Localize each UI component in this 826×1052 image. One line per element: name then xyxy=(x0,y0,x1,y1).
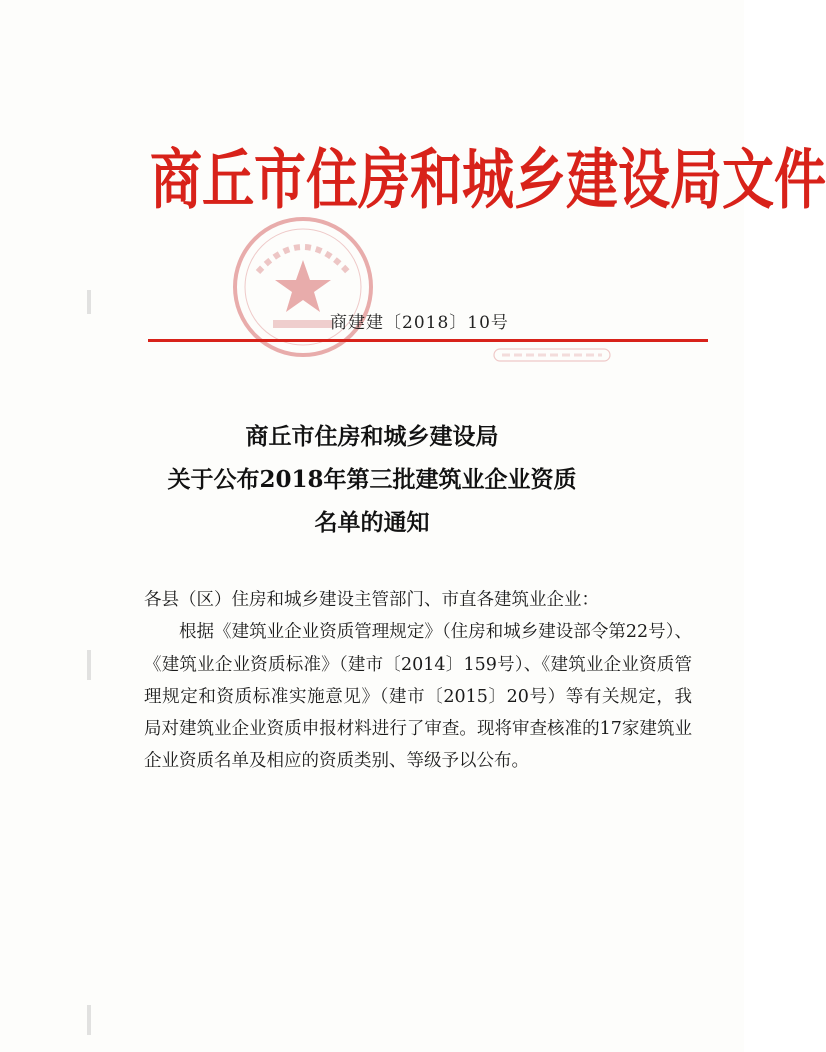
salutation: 各县（区）住房和城乡建设主管部门、市直各建筑业企业： xyxy=(144,590,599,610)
agency-header-title: 商丘市住房和城乡建设局文件 xyxy=(150,143,826,218)
title-line-2: 关于公布2018年第三批建筑业企业资质 xyxy=(167,466,577,493)
title-line-3: 名单的通知 xyxy=(314,509,430,536)
red-divider-line xyxy=(148,339,708,342)
scan-artifact xyxy=(87,1005,91,1035)
title-line-1: 商丘市住房和城乡建设局 xyxy=(245,423,499,450)
notice-body xyxy=(144,584,692,778)
faint-stamp-mark-icon xyxy=(492,346,612,364)
document-number: 商建建〔2018〕10号 xyxy=(330,313,509,333)
notice-title xyxy=(100,415,644,544)
scan-artifact xyxy=(87,290,91,314)
body-paragraph: 根据《建筑业企业资质管理规定》（住房和城乡建设部令第22号）、《建筑业企业资质标准》（建市〔2014〕159号）、《建筑业企业资质管理规定和资质标准实施意见》（建市〔2015〕20号）等有关规定，我局对建筑业企业资质申报材料进行了审查。现将审查核准的17家建筑业企业资质名单及相应的资质类别、等级予以公布。 xyxy=(144,622,692,772)
scan-artifact xyxy=(87,650,91,680)
